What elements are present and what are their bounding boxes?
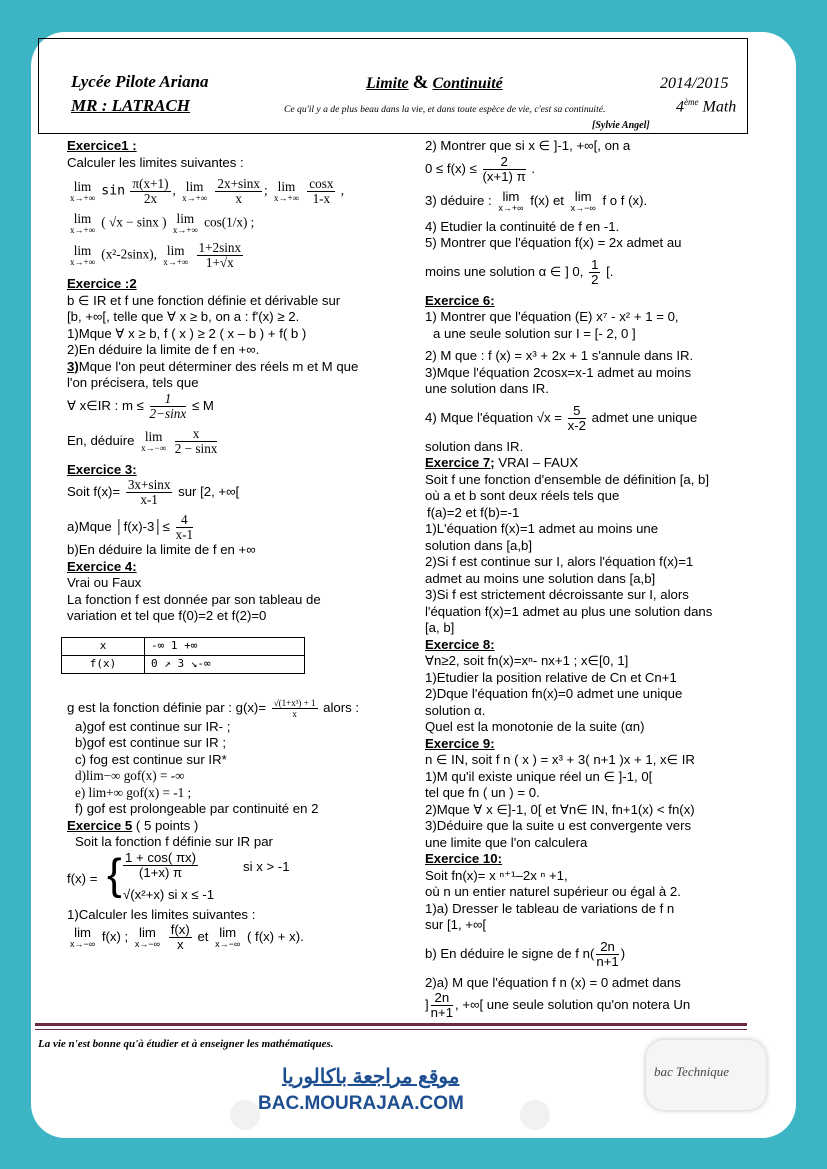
ex6-line1: 1) Montrer que l'équation (E) x⁷ - x² + 1 = 0, <box>425 309 679 324</box>
school-year: 2014/2015 <box>660 75 729 92</box>
lim-g: lim x→+∞ <box>163 243 189 267</box>
table-row <box>62 655 305 673</box>
ex4-d: d)lim−∞ gof(x) = -∞ <box>75 768 185 783</box>
header-quote: Ce qu'il y a de plus beau dans la vie, et dans toute espèce de vie, c'est sa continuité. <box>284 104 606 115</box>
ex6-title: Exercice 6: <box>425 292 495 308</box>
frac-r2: $\frac{2}{(x+1) \pi}$ <box>482 153 526 184</box>
ex10-line4: sur [1, +∞[ <box>425 917 487 932</box>
ex5-line2: 1)Calculer les limites suivantes : <box>67 906 256 922</box>
ex4-c: c) fog est continue sur IR* <box>75 751 227 767</box>
ex10-bracket: ] <box>425 996 429 1012</box>
r2-ineq: 0 ≤ f(x) ≤ <box>425 160 477 176</box>
ex2-line3: 1)Mque ∀ x ≥ b, f ( x ) ≥ 2 ( x – b ) + f( b ) <box>67 325 307 341</box>
level-number: 4 <box>676 98 684 116</box>
ex7-tag: VRAI – FAUX <box>494 455 579 470</box>
left-brace: { <box>107 849 122 899</box>
ex4-line2: La fonction f est donnée par son tableau de <box>67 591 321 607</box>
class-level <box>676 97 736 116</box>
r6-end: [. <box>606 263 614 279</box>
ex9-line4: 2)Mque ∀ x ∈]-1, 0[ et ∀n∈ IN, fn+1(x) < fn(x) <box>425 801 695 817</box>
ex7-title-line <box>425 455 747 472</box>
footer-motto: La vie n'est bonne qu'à étudier et à enseigner les mathématiques. <box>38 1038 334 1050</box>
lim-r3b: lim x→−∞ <box>570 188 596 213</box>
ex10-line5 <box>425 940 747 969</box>
ex3-line3: b)En déduire la limite de f en +∞ <box>67 542 256 557</box>
ex1-line1: lim x→+∞ sin $\frac{\pi(x+1)}{2x}$ , lim x→+∞ $\frac{2x+\sin x}{x}$ ; lim x→+∞ $\frac{\cos x}{1-x}$ , <box>70 176 345 206</box>
bac-technique-badge <box>646 1040 766 1110</box>
ex1-line3 <box>67 241 407 270</box>
ex9-line6: une limite que l'on calculera <box>425 834 588 850</box>
ex7-line8: 3)Si f est strictement décroissante sur I, alors <box>425 587 689 602</box>
r6-text: moins une solution α ∈ ] 0, <box>425 263 584 279</box>
sin-word: sin <box>101 183 126 199</box>
ex2-line6: l'on précisera, tels que <box>67 375 199 390</box>
ex4-g-text: g est la fonction définie par : g(x)= <box>67 699 267 715</box>
ex2-title: Exercice :2 <box>67 276 137 291</box>
ex6-line3: 2) M que : f (x) = x³ + 2x + 1 s'annule dans IR. <box>425 348 694 363</box>
ex2-line4: 2)En déduire la limite de f en +∞. <box>67 342 260 357</box>
ex10-line7 <box>425 991 747 1020</box>
frac-ex2b: $\frac{x}{2 - \sin x}$ <box>174 425 218 456</box>
title-continuite: Continuité <box>432 75 503 92</box>
site-url[interactable]: BAC.MOURAJAA.COM <box>258 1093 464 1114</box>
lim-d: lim x→+∞ <box>70 211 95 235</box>
teacher-name: MR : LATRACH <box>71 96 191 115</box>
level-suffix: ème <box>684 97 699 107</box>
level-name: Math <box>702 98 737 116</box>
r-line1: 2) Montrer que si x ∈ ]-1, +∞[, on a <box>425 138 631 153</box>
ex7-line6: 2)Si f est continue sur I, alors l'équation f(x)=1 <box>425 554 694 569</box>
ex5-line1: Soit la fonction f définie sur IR par <box>75 834 273 849</box>
table-cell: x <box>62 637 145 655</box>
r3-fx: f(x) et <box>530 192 564 208</box>
ex2-q3-text: Mque l'on peut déterminer des réels m et M que <box>78 358 359 374</box>
ex5-piecewise <box>67 851 407 907</box>
ex10-title: Exercice 10: <box>425 851 502 866</box>
r-line3 <box>425 190 747 213</box>
ex1-f-expr: (x²-2sinx), <box>101 246 157 262</box>
ex2-ineq-right: ≤ M <box>191 397 214 413</box>
frac-ex3: $\frac{3x+\sin x}{x-1}$ <box>127 477 171 507</box>
ex4-b: b)gof est continue sur IR ; <box>75 735 226 750</box>
ex10-paren: ) <box>620 945 626 961</box>
ex2-line5 <box>67 359 407 376</box>
r3-deduire: 3) déduire : <box>425 192 492 208</box>
ex6-line5: une solution dans IR. <box>425 381 549 396</box>
table-cell: 0 ↗ 3 ↘-∞ <box>145 655 305 673</box>
ex9-line3: tel que fn ( un ) = 0. <box>425 785 540 800</box>
ex7-line2: où a et b sont deux réels tels que <box>425 488 620 503</box>
ex2-line1: b ∈ IR et f une fonction définie et dérivable sur <box>67 292 341 308</box>
doc-title <box>366 72 503 94</box>
ex7-line4: 1)L'équation f(x)=1 admet au moins une <box>425 521 659 536</box>
ex5-lim1: f(x) ; <box>101 928 129 944</box>
r-line4: 4) Etudier la continuité de f en -1. <box>425 218 620 234</box>
lim-ex5b: lim x→−∞ <box>134 925 161 949</box>
site-name-arabic[interactable]: موقع مراجعة باكالوريا <box>282 1066 460 1088</box>
frac-g-def: $\frac{\text{√(1+x³) + 1}}{x}$ <box>273 697 316 719</box>
ex3-line1 <box>67 478 407 507</box>
ex8-line1: ∀n≥2, soit fn(x)=xⁿ- nx+1 ; x∈[0, 1] <box>425 653 629 668</box>
ex2-q3-num: 3) <box>67 358 79 374</box>
frac-ex10a: $\frac{2n}{n+1}$ <box>596 938 619 969</box>
ex9-line5: 3)Déduire que la suite u est convergente vers <box>425 818 692 833</box>
ex10-line6: 2)a) M que l'équation f n (x) = 0 admet dans <box>425 974 681 990</box>
ex5-cond1: si x > -1 <box>243 858 290 874</box>
ex8-line4: solution α. <box>425 702 486 718</box>
ex10-line1: Soit fn(x)= x ⁿ⁺¹–2x ⁿ +1, <box>425 867 568 883</box>
ex7-line7: admet au moins une solution dans [a,b] <box>425 570 656 586</box>
ex3-line2 <box>67 513 407 542</box>
frac-ex3b: $\frac{4}{x-1}$ <box>175 512 194 542</box>
ex4-f: f) gof est prolongeable par continuité en 2 <box>75 801 319 816</box>
frac-ex2: $\frac{1}{2-\sin x}$ <box>149 390 187 421</box>
r2-dot: . <box>531 160 536 176</box>
ex6-unique: admet une unique <box>591 409 698 425</box>
ex9-title: Exercice 9: <box>425 735 495 751</box>
lim-f: lim x→+∞ <box>70 243 95 267</box>
ex10-line2: où n un entier naturel supérieur ou égal à 2. <box>425 884 681 899</box>
ex2-line8 <box>67 427 407 456</box>
ex5-case2: √(x²+x) si x ≤ -1 <box>123 886 215 902</box>
ex5-line3 <box>67 923 407 952</box>
frac-ex5b: $\frac{f(x)}{x}$ <box>170 922 190 952</box>
ex5-lim3: ( f(x) + x). <box>246 928 304 944</box>
frac-ex5: $\frac{1 + \cos( \pi x)}{(1+x) \pi}$ <box>125 849 197 880</box>
ex6-line6 <box>425 404 747 433</box>
school-name: Lycée Pilote Ariana <box>71 72 209 91</box>
quote-author: [Sylvie Angel] <box>592 120 650 131</box>
lim-ex5c: lim x→−∞ <box>215 925 241 949</box>
ex5-fx: f(x) = <box>67 870 98 886</box>
book-icon <box>230 1100 260 1130</box>
r3-fof: f o f (x). <box>602 192 648 208</box>
right-column <box>425 138 747 1020</box>
ex3-ineq: a)Mque │f(x)-3│≤ <box>67 518 170 534</box>
ex8-line5: Quel est la monotonie de la suite (αn) <box>425 719 645 734</box>
r-line5: 5) Montrer que l'équation f(x) = 2x admet au <box>425 235 682 250</box>
ex1-d-expr: ( √x − sinx ) <box>101 214 167 230</box>
ex4-g-def <box>67 698 407 719</box>
frac-ex6: $\frac{5}{x-2}$ <box>567 402 586 433</box>
ex1-title: Exercice1 : <box>67 138 137 153</box>
ex1-e-expr: cos(1/x) ; <box>204 214 255 230</box>
variation-table <box>61 637 305 674</box>
title-limite: Limite <box>366 75 409 92</box>
ex10-line3: 1)a) Dresser le tableau de variations de f n <box>425 900 675 916</box>
ex3-title: Exercice 3: <box>67 461 137 477</box>
left-column <box>67 138 407 952</box>
ex2-line2: [b, +∞[, telle que ∀ x ≥ b, on a : f'(x) ≥ 2. <box>67 309 300 324</box>
ex7-line3: f(a)=2 et f(b)=-1 <box>427 504 520 520</box>
ex5-et: et <box>197 928 209 944</box>
ex6-line4: 3)Mque l'équation 2cosx=x-1 admet au moins <box>425 364 692 380</box>
ex3-fdef: Soit f(x)= <box>67 483 121 499</box>
lim-ex5a: lim x→−∞ <box>70 925 96 949</box>
ex7-line10: [a, b] <box>425 620 455 635</box>
book-icon <box>520 1100 550 1130</box>
ex8-title: Exercice 8: <box>425 636 495 652</box>
lim-a: lim x→+∞ <box>70 179 95 203</box>
ex3-domain: sur [2, +∞[ <box>178 483 240 499</box>
lim-b: lim x→+∞ <box>182 179 208 203</box>
frac-ex10b: $\frac{2n}{n+1}$ <box>430 990 454 1020</box>
frac-c: $\frac{\cos x}{1-x}$ <box>309 176 334 206</box>
ex6-eq: 4) Mque l'équation √x = <box>425 409 562 425</box>
table-row <box>62 637 305 655</box>
ex5-points: ( 5 points ) <box>132 817 199 833</box>
frac-b: $\frac{2x+\sin x}{x}$ <box>217 176 260 206</box>
r-line6 <box>425 258 747 287</box>
frac-r6: $\frac{1}{2}$ <box>591 256 599 287</box>
lim-ex2: lim x→−∞ <box>141 428 167 453</box>
ex5-title: Exercice 5 <box>67 817 133 833</box>
ex10-rest: , +∞[ une seule solution qu'on notera Un <box>455 996 691 1012</box>
lim-e: lim x→+∞ <box>172 211 198 235</box>
ex4-line3: variation et tel que f(0)=2 et f(2)=0 <box>67 608 267 623</box>
frac-a: $\frac{\pi(x+1)}{2x}$ <box>132 176 169 206</box>
table-cell: f(x) <box>62 655 145 673</box>
ex6-line7: solution dans IR. <box>425 438 524 454</box>
ex4-line1: Vrai ou Faux <box>67 575 142 590</box>
r-line2 <box>425 155 747 184</box>
ex7-line1: Soit f une fonction d'ensemble de définition [a, b] <box>425 471 710 487</box>
title-amp: & <box>412 72 429 93</box>
ex8-line3: 2)Dque l'équation fn(x)=0 admet une unique <box>425 686 683 701</box>
ex1-intro: Calculer les limites suivantes : <box>67 154 244 170</box>
ex2-ineq-left: ∀ x∈IR : m ≤ <box>67 397 144 413</box>
ex9-line1: n ∈ IN, soit f n ( x ) = x³ + 3( n+1 )x + 1, x∈ IR <box>425 752 695 767</box>
table-cell: -∞ 1 +∞ <box>145 637 305 655</box>
ex2-line7 <box>67 392 407 421</box>
ex6-line2: a une seule solution sur I = [- 2, 0 ] <box>433 325 636 341</box>
ex4-a: a)gof est continue sur IR- ; <box>75 718 231 734</box>
ex10-sign: b) En déduire le signe de f n( <box>425 945 595 961</box>
ex5-title-line <box>67 818 407 835</box>
footer-divider-thin <box>35 1029 747 1030</box>
ex4-e: e) lim+∞ gof(x) = -1 ; <box>75 784 192 800</box>
frac-g: $\frac{1+2\sin x}{1+√x}$ <box>198 240 242 270</box>
ex9-line2: 1)M qu'il existe unique réel un ∈ ]-1, 0[ <box>425 768 653 784</box>
ex8-line2: 1)Etudier la position relative de Cn et Cn+1 <box>425 669 677 685</box>
ex7-line9: l'équation f(x)=1 admet au plus une solution dans <box>425 603 713 619</box>
ex4-g-alors: alors : <box>323 699 360 715</box>
ex7-title: Exercice 7; <box>425 455 495 470</box>
lim-r3a: lim x→+∞ <box>498 188 524 213</box>
ex4-title: Exercice 4: <box>67 558 137 574</box>
footer-divider <box>35 1023 747 1026</box>
ex1-line2 <box>67 212 407 235</box>
badge-text: bac Technique <box>654 1064 729 1079</box>
ex7-line5: solution dans [a,b] <box>425 537 533 553</box>
lim-c: lim x→+∞ <box>273 179 299 203</box>
ex2-deduce: En, déduire <box>67 432 135 448</box>
